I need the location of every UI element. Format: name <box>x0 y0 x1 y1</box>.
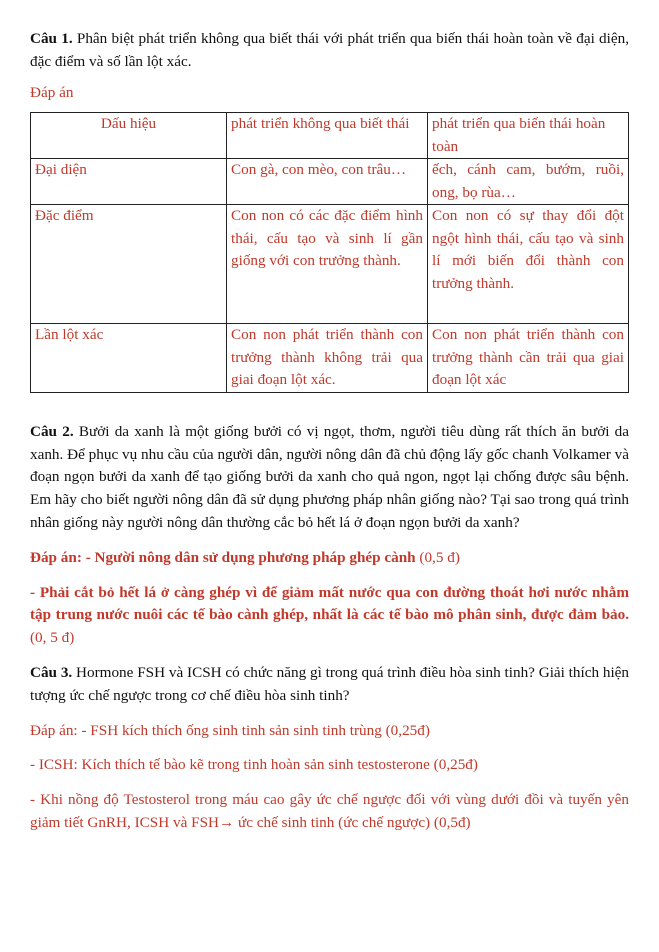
comparison-table <box>30 112 629 393</box>
table-row <box>31 205 629 324</box>
question-1-text: Phân biệt phát triển không qua biết thái với phát triển qua biến thái hoàn toàn về đại diện, đặc điểm và số lần lột xác. <box>30 30 629 70</box>
question-1 <box>30 28 629 74</box>
table-cell: Con non có sự thay đổi đột ngột hình thái, cấu tạo và sinh lí mới biến đổi thành con trưởng thành. <box>428 205 629 324</box>
table-header-cell: phát triển không qua biết thái <box>227 113 428 159</box>
question-3-number: Câu 3. <box>30 664 73 682</box>
question-3-text: Hormone FSH và ICSH có chức năng gì trong quá trình điều hòa sinh tinh? Giải thích hiện tượng ức chế ngược trong cơ chế điều hòa sinh tinh? <box>30 664 630 704</box>
question-2-answer-2-score: (0, 5 đ) <box>30 629 75 647</box>
question-3-answer-3: - Khi nồng độ Testosterol trong máu cao gây ức chế ngược đối với vùng dưới đồi và tuyến yên giảm tiết GnRH, ICSH và FSH→ ức chế sinh tinh (ức chế ngược) (0,5đ) <box>30 791 629 832</box>
question-2-answer-1-score: (0,5 đ) <box>415 548 460 566</box>
table-header-cell: phát triển qua biến thái hoàn toàn <box>428 113 629 159</box>
table-cell: ếch, cánh cam, bướm, ruồi, ong, bọ rùa… <box>428 159 629 205</box>
question-2-text: Bưởi da xanh là một giống bưởi có vị ngọt, thơm, người tiêu dùng rất thích ăn bưởi da xanh. Để phục vụ nhu cầu của người dân, người nông dân đã chủ động lấy gốc chanh Volkamer và đoạn ngọn bưởi da xanh để tạo giống bưởi da xanh cho quả ngon, ngọt lại chống được sâu bệnh. Em hãy cho biết người nông dân đã sử dụng phương pháp nhân giống nào? Tại sao trong quá trình nhân giống này người nông dân thường cắc bỏ hết lá ở đoạn ngọn bưởi da xanh? <box>30 422 630 532</box>
table-row <box>31 324 629 393</box>
question-2-answer-2 <box>30 582 629 650</box>
question-3 <box>30 662 629 708</box>
table-cell: Con non có các đặc điểm hình thái, cấu tạo và sinh lí gần giống với con trưởng thành. <box>227 205 428 324</box>
question-2-answer-1 <box>30 547 629 570</box>
table-cell: Lần lột xác <box>31 324 227 393</box>
question-3-answer-1: Đáp án: - FSH kích thích ống sinh tinh sản sinh tinh trùng (0,25đ) <box>30 721 430 739</box>
table-cell: Con gà, con mèo, con trâu… <box>227 159 428 205</box>
question-1-number: Câu 1. <box>30 30 73 47</box>
question-2-answer-1-text: Đáp án: - Người nông dân sử dụng phương pháp ghép cành <box>30 548 416 566</box>
question-2 <box>30 421 629 535</box>
table-cell: Con non phát triển thành con trưởng thành cần trải qua giai đoạn lột xác <box>428 324 629 393</box>
table-cell: Đại diện <box>31 159 227 205</box>
table-cell: Con non phát triển thành con trưởng thành không trải qua giai đoạn lột xác. <box>227 324 428 393</box>
table-cell: Đặc điểm <box>31 205 227 324</box>
table-header-row <box>31 113 629 159</box>
question-2-number: Câu 2. <box>30 422 74 440</box>
question-2-answer-2-text: - Phải cắt bỏ hết lá ở càng ghép vì để giảm mất nước qua con đường thoát hơi nước nhằm tập trung nước nuôi các tế bào cành ghép, nhất là các tế bào mô phân sinh, được đảm bảo. <box>30 583 629 624</box>
table-row <box>31 159 629 205</box>
question-1-answer-label: Đáp án <box>30 83 74 101</box>
table-header-cell: Dấu hiệu <box>31 113 227 159</box>
question-3-answer-2: - ICSH: Kích thích tế bào kẽ trong tinh hoàn sản sinh testosterone (0,25đ) <box>30 756 478 774</box>
